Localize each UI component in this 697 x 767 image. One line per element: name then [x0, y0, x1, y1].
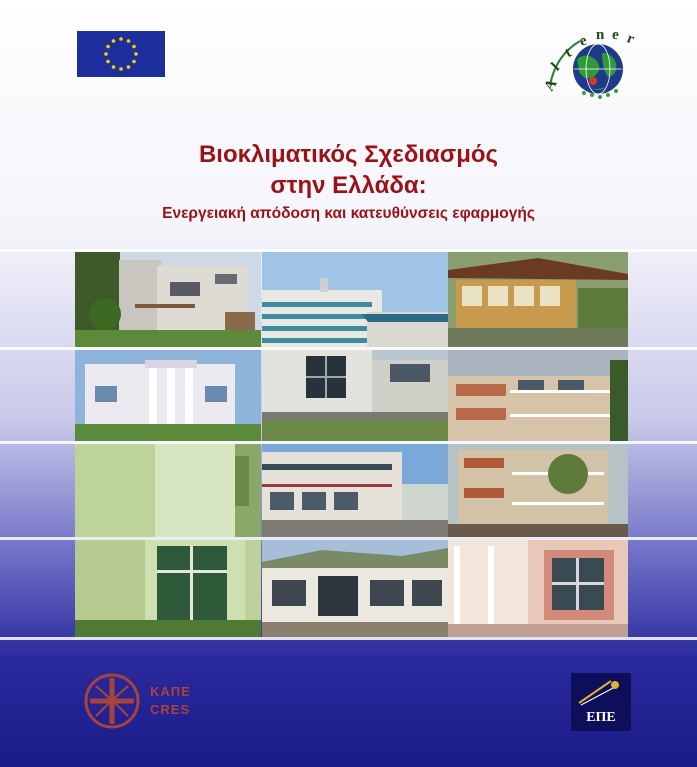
cover-subtitle: Ενεργειακή απόδοση και κατευθύνσεις εφαρμογής: [162, 205, 535, 222]
kape-cres-logo: [82, 672, 232, 730]
altener-letter: l: [548, 60, 563, 75]
altener-letter: r: [624, 30, 637, 48]
apartment-balconies-photo: [448, 350, 628, 441]
green-facade-closeup-photo: [75, 444, 261, 537]
single-storey-hillside-photo: [262, 540, 448, 637]
photo-glass-atrium: [448, 540, 628, 637]
eu-star-icon: [119, 67, 123, 71]
photo-modern-villa: [75, 252, 261, 347]
modern-villa-photo: [75, 252, 261, 347]
cres-text: CRES: [150, 702, 191, 717]
eu-flag-icon: [77, 31, 165, 77]
altener-letter: A: [541, 76, 561, 94]
eu-star-icon: [112, 65, 116, 69]
cres-emblem-icon: [82, 672, 142, 730]
altener-letter: n: [596, 27, 605, 43]
eu-star-icon: [112, 39, 116, 43]
glazed-stair-tower-photo: [262, 350, 448, 441]
photo-white-colonnade-house: [75, 350, 261, 441]
cover-title-line1: Βιοκλιματικός Σχεδιασμός: [198, 141, 499, 168]
photo-green-facade-closeup: [75, 444, 261, 537]
eu-flag-logo: [77, 31, 165, 77]
kape-text: ΚΑΠΕ: [150, 684, 191, 699]
photo-wooden-house: [448, 252, 628, 347]
photo-terraced-housing: [448, 444, 628, 537]
eu-star-icon: [127, 39, 131, 43]
white-colonnade-house-photo: [75, 350, 261, 441]
epe-text: ΕΠΕ: [586, 710, 616, 725]
photo-glazed-stair-tower: [262, 350, 448, 441]
glass-atrium-photo: [448, 540, 628, 637]
divider-band: [0, 637, 697, 640]
photo-school-building: [262, 444, 448, 537]
epe-logo: [571, 673, 631, 731]
eu-star-icon: [134, 52, 138, 56]
altener-logo: [532, 17, 647, 105]
eu-star-icon: [106, 45, 110, 49]
eu-star-icon: [119, 37, 123, 41]
altener-letter: e: [577, 32, 589, 50]
photo-window-wall: [75, 540, 261, 637]
altener-letter: t: [562, 44, 575, 62]
school-building-photo: [262, 444, 448, 537]
eu-star-icon: [127, 65, 131, 69]
eu-star-icon: [132, 45, 136, 49]
eu-star-icon: [104, 52, 108, 56]
terraced-housing-photo: [448, 444, 628, 537]
photo-striped-building: [262, 252, 448, 347]
altener-letter: e: [610, 26, 621, 44]
window-wall-photo: [75, 540, 261, 637]
wooden-house-photo: [448, 252, 628, 347]
striped-building-photo: [262, 252, 448, 347]
photo-apartment-balconies: [448, 350, 628, 441]
cover-title-line2: στην Ελλάδα:: [270, 172, 427, 199]
eu-star-icon: [132, 60, 136, 64]
photo-single-storey-hillside: [262, 540, 448, 637]
eu-star-icon: [106, 60, 110, 64]
